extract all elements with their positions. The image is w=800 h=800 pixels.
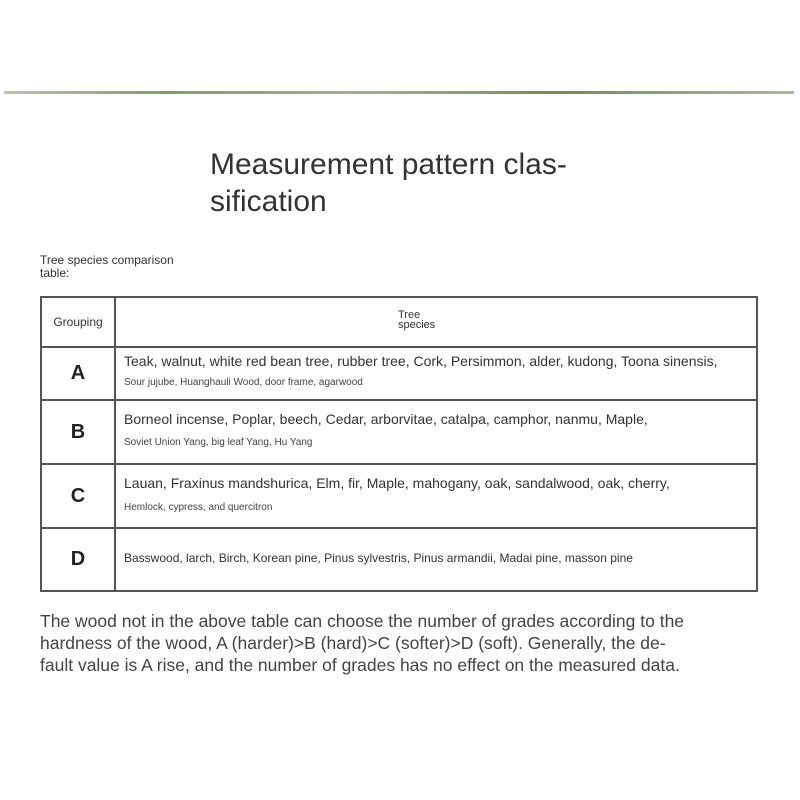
- hardness-footnote: [40, 610, 760, 676]
- grade-label: C: [70, 484, 86, 507]
- species-sub-line: Soviet Union Yang, big leaf Yang, Hu Yang: [124, 437, 313, 448]
- species-cell: [116, 529, 756, 590]
- table-row-grade-a: [42, 346, 756, 399]
- grade-cell: [42, 348, 116, 399]
- header-species-line-2: species: [398, 319, 436, 331]
- footnote-line-3: fault value is A rise, and the number of grades has no effect on the measured data.: [40, 655, 680, 675]
- table-caption-line-2: table:: [40, 266, 70, 280]
- header-species-line-1: Tree: [398, 309, 421, 321]
- species-cell: [116, 401, 756, 463]
- grade-cell: [42, 529, 116, 590]
- species-sub-line: Sour jujube, Huanghauli Wood, door frame, agarwood: [124, 377, 363, 388]
- header-species-label: [398, 310, 458, 330]
- header-grouping-cell: [42, 298, 116, 346]
- page-title-line-2: sification: [210, 185, 327, 218]
- species-main-line: Lauan, Fraxinus mandshurica, Elm, fir, Maple, mahogany, oak, sandalwood, oak, cherry,: [124, 475, 670, 491]
- grade-label: A: [70, 362, 86, 384]
- grade-cell: [42, 401, 116, 463]
- tree-species-table: [40, 296, 758, 592]
- header-grouping-label: Grouping: [53, 315, 103, 329]
- page-title: [210, 146, 610, 220]
- grade-label: D: [70, 548, 86, 570]
- footnote-line-1: The wood not in the above table can choose the number of grades according to the: [40, 611, 685, 631]
- species-cell: [116, 348, 756, 399]
- grade-cell: [42, 465, 116, 527]
- species-main-line: Basswood, larch, Birch, Korean pine, Pinus sylvestris, Pinus armandii, Madai pine, masson pine: [124, 551, 633, 565]
- species-main-line: Teak, walnut, white red bean tree, rubber tree, Cork, Persimmon, alder, kudong, Toona sinensis,: [124, 353, 718, 369]
- header-species-cell: [116, 298, 756, 346]
- table-row-grade-d: [42, 527, 756, 590]
- species-sub-line: Hemlock, cypress, and quercitron: [124, 502, 273, 513]
- top-divider: [4, 91, 794, 94]
- table-header-row: [42, 298, 756, 346]
- species-main-line: Borneol incense, Poplar, beech, Cedar, arborvitae, catalpa, camphor, nanmu, Maple,: [124, 411, 648, 427]
- table-caption: [40, 254, 200, 280]
- footnote-line-2: hardness of the wood, A (harder)>B (hard)>C (softer)>D (soft). Generally, the de-: [40, 633, 666, 653]
- table-caption-line-1: Tree species comparison: [40, 253, 174, 267]
- table-row-grade-c: [42, 463, 756, 527]
- table-row-grade-b: [42, 399, 756, 463]
- species-cell: [116, 465, 756, 527]
- grade-label: B: [70, 420, 86, 443]
- page-title-line-1: Measurement pattern clas-: [210, 148, 567, 181]
